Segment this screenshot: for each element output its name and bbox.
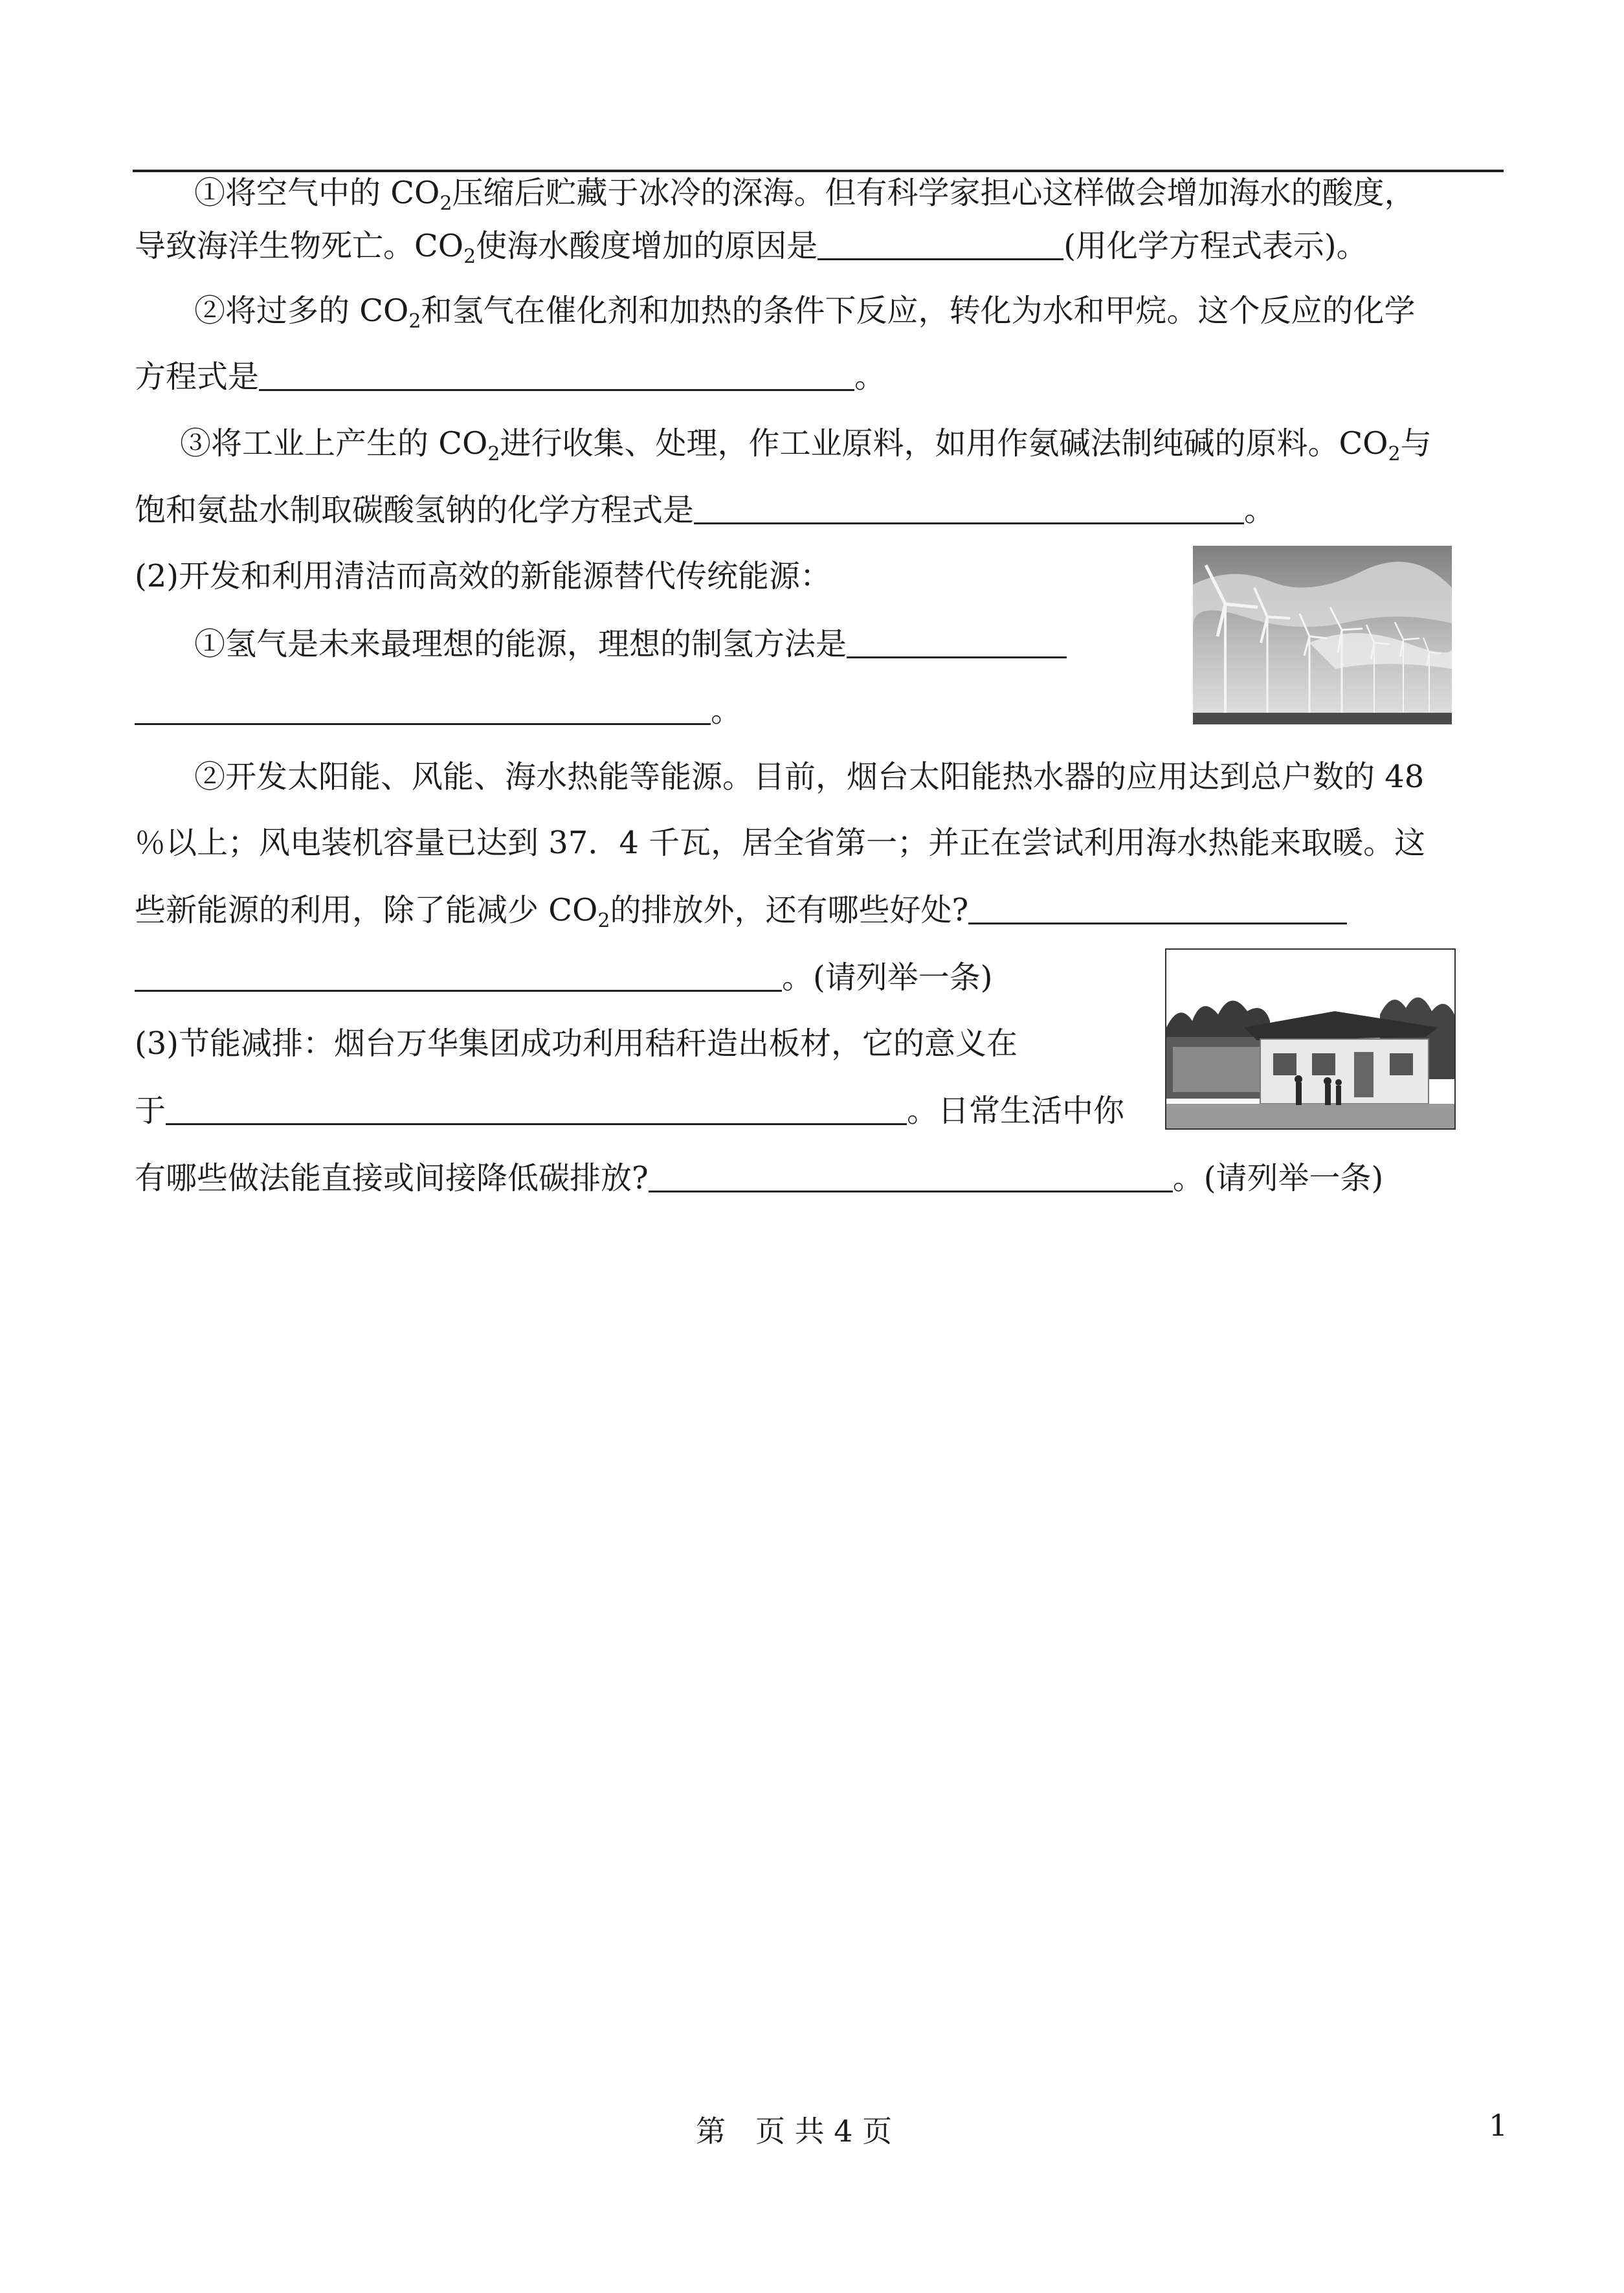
q2-item2-line4: 。(请列举一条) [135, 958, 992, 997]
answer-blank[interactable] [968, 893, 1347, 924]
q1-item1-line2: 导致海洋生物死亡。$CO_2$使海水酸度增加的原因是 (用化学方程式表示)。 [135, 228, 1368, 268]
answer-blank[interactable] [259, 359, 854, 391]
header-rule [133, 170, 1504, 172]
straw-board-building-photo [1165, 948, 1456, 1130]
answer-blank[interactable] [694, 493, 1244, 524]
answer-blank[interactable] [135, 960, 782, 992]
q3-line3: 有哪些做法能直接或间接降低碳排放? 。(请列举一条) [135, 1160, 1384, 1196]
q3-line2: 于 。日常生活中你 [135, 1093, 1125, 1129]
q1-item1-line1: ①将空气中的 $CO_2$压缩后贮藏于冰冷的深海。但有科学家担心这样做会增加海水的酸度， [194, 175, 1416, 215]
q1-item2-line1: ②将过多的 $CO_2$和氢气在催化剂和加热的条件下反应，转化为水和甲烷。这个反应的化学 [194, 293, 1416, 333]
answer-blank[interactable] [818, 229, 1063, 260]
answer-blank[interactable] [649, 1161, 1173, 1192]
q2-item2-line2: ％以上；风电装机容量已达到 37．4 千瓦，居全省第一；并正在尝试利用海水热能来取暖。这 [135, 825, 1426, 861]
q3-line1: (3)节能减排：烟台万华集团成功利用秸秆造出板材，它的意义在 [135, 1025, 1018, 1062]
answer-blank[interactable] [135, 693, 711, 725]
answer-blank[interactable] [847, 627, 1067, 658]
q2-item1-line1: ①氢气是未来最理想的能源，理想的制氢方法是 [194, 625, 1067, 664]
wind-turbines-illustration [1193, 546, 1452, 724]
q2-item1-line2: 。 [135, 691, 742, 730]
q2-item2-line1: ②开发太阳能、风能、海水热能等能源。目前，烟台太阳能热水器的应用达到总户数的 48 [194, 759, 1425, 795]
building-illustration [1166, 950, 1454, 1128]
q1-item3-line1: ③将工业上产生的 $CO_2$进行收集、处理，作工业原料，如用作氨碱法制纯碱的原料。$CO_2$与 [180, 425, 1432, 465]
answer-blank[interactable] [166, 1093, 907, 1125]
page-footer: 第 页 共 4 页 [696, 2114, 893, 2149]
q2-heading: (2)开发和利用清洁而高效的新能源替代传统能源： [135, 558, 831, 594]
wind-turbines-photo [1193, 546, 1452, 724]
page-number: 1 [1489, 2108, 1508, 2143]
q2-item2-line3: 些新能源的利用，除了能减少 $CO_2$的排放外，还有哪些好处? [135, 891, 1347, 930]
q1-item3-line2: 饱和氨盐水制取碳酸氢钠的化学方程式是 。 [135, 492, 1276, 528]
q1-item2-line2: 方程式是 。 [135, 359, 886, 395]
